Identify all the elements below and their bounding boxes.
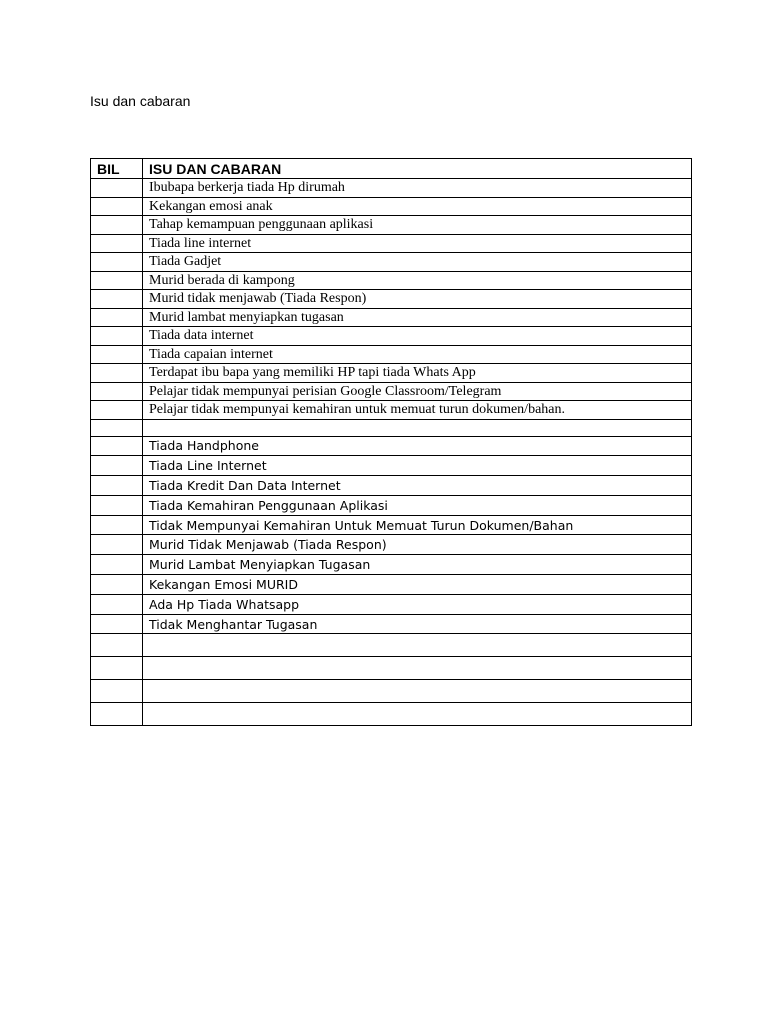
table-row: [91, 535, 692, 555]
table-row: [91, 345, 692, 364]
bil-cell: [91, 197, 143, 216]
table-row: [91, 614, 692, 634]
empty-table-row: [91, 680, 692, 703]
bil-cell: [91, 382, 143, 401]
issue-cell: Tiada Gadjet: [143, 253, 692, 272]
issue-cell: Tiada Line Internet: [143, 456, 692, 476]
issue-cell: Ada Hp Tiada Whatsapp: [143, 594, 692, 614]
issue-cell: Tiada Handphone: [143, 436, 692, 456]
table-row: [91, 216, 692, 235]
bil-cell: [91, 702, 143, 725]
table-row: [91, 364, 692, 383]
issue-cell: Ibubapa berkerja tiada Hp dirumah: [143, 179, 692, 198]
issue-cell: Pelajar tidak mempunyai kemahiran untuk memuat turun dokumen/bahan.: [143, 401, 692, 420]
table-row: [91, 197, 692, 216]
issue-cell: [143, 680, 692, 703]
bil-cell: [91, 253, 143, 272]
bil-cell: [91, 401, 143, 420]
issue-cell: [143, 702, 692, 725]
table-row: [91, 456, 692, 476]
isu-column-header: ISU DAN CABARAN: [143, 159, 692, 179]
bil-cell: [91, 327, 143, 346]
issue-cell: Murid berada di kampong: [143, 271, 692, 290]
issue-cell: Tiada capaian internet: [143, 345, 692, 364]
bil-cell: [91, 271, 143, 290]
bil-cell: [91, 515, 143, 535]
table-row: [91, 436, 692, 456]
bil-cell: [91, 594, 143, 614]
empty-table-row: [91, 657, 692, 680]
issue-cell: Pelajar tidak mempunyai perisian Google Classroom/Telegram: [143, 382, 692, 401]
issue-cell: [143, 419, 692, 436]
table-row: [91, 575, 692, 595]
table-row: [91, 515, 692, 535]
table-row: [91, 327, 692, 346]
issue-cell: Tahap kemampuan penggunaan aplikasi: [143, 216, 692, 235]
issue-cell: Kekangan Emosi MURID: [143, 575, 692, 595]
issue-cell: Tiada line internet: [143, 234, 692, 253]
issue-cell: Murid Lambat Menyiapkan Tugasan: [143, 555, 692, 575]
table-row: [91, 495, 692, 515]
issue-cell: Kekangan emosi anak: [143, 197, 692, 216]
issue-cell: Murid tidak menjawab (Tiada Respon): [143, 290, 692, 309]
table-row: [91, 271, 692, 290]
bil-cell: [91, 680, 143, 703]
issue-cell: Terdapat ibu bapa yang memiliki HP tapi tiada Whats App: [143, 364, 692, 383]
empty-table-row: [91, 702, 692, 725]
bil-cell: [91, 535, 143, 555]
issues-table-body: [91, 179, 692, 726]
issue-cell: Tiada data internet: [143, 327, 692, 346]
bil-cell: [91, 308, 143, 327]
bil-cell: [91, 657, 143, 680]
page-heading: Isu dan cabaran: [90, 93, 191, 109]
table-row: [91, 476, 692, 496]
bil-cell: [91, 419, 143, 436]
issue-cell: [143, 657, 692, 680]
issue-cell: Tiada Kemahiran Penggunaan Aplikasi: [143, 495, 692, 515]
issues-table: [90, 158, 692, 726]
bil-cell: [91, 234, 143, 253]
issue-cell: Tiada Kredit Dan Data Internet: [143, 476, 692, 496]
bil-cell: [91, 634, 143, 657]
table-row: [91, 290, 692, 309]
issue-cell: Tidak Menghantar Tugasan: [143, 614, 692, 634]
table-row: [91, 234, 692, 253]
bil-cell: [91, 476, 143, 496]
bil-cell: [91, 456, 143, 476]
bil-cell: [91, 495, 143, 515]
bil-cell: [91, 575, 143, 595]
table-row: [91, 401, 692, 420]
bil-cell: [91, 436, 143, 456]
bil-cell: [91, 345, 143, 364]
bil-cell: [91, 555, 143, 575]
table-row: [91, 382, 692, 401]
table-row: [91, 555, 692, 575]
issue-cell: [143, 634, 692, 657]
issue-cell: Murid lambat menyiapkan tugasan: [143, 308, 692, 327]
issue-cell: Tidak Mempunyai Kemahiran Untuk Memuat Turun Dokumen/Bahan: [143, 515, 692, 535]
empty-table-row: [91, 634, 692, 657]
bil-cell: [91, 290, 143, 309]
bil-column-header: BIL: [91, 159, 143, 179]
table-header-row: [91, 159, 692, 179]
table-row: [91, 179, 692, 198]
table-row: [91, 253, 692, 272]
issue-cell: Murid Tidak Menjawab (Tiada Respon): [143, 535, 692, 555]
bil-cell: [91, 614, 143, 634]
table-row: [91, 594, 692, 614]
table-row: [91, 308, 692, 327]
bil-cell: [91, 216, 143, 235]
bil-cell: [91, 364, 143, 383]
empty-table-row: [91, 419, 692, 436]
bil-cell: [91, 179, 143, 198]
